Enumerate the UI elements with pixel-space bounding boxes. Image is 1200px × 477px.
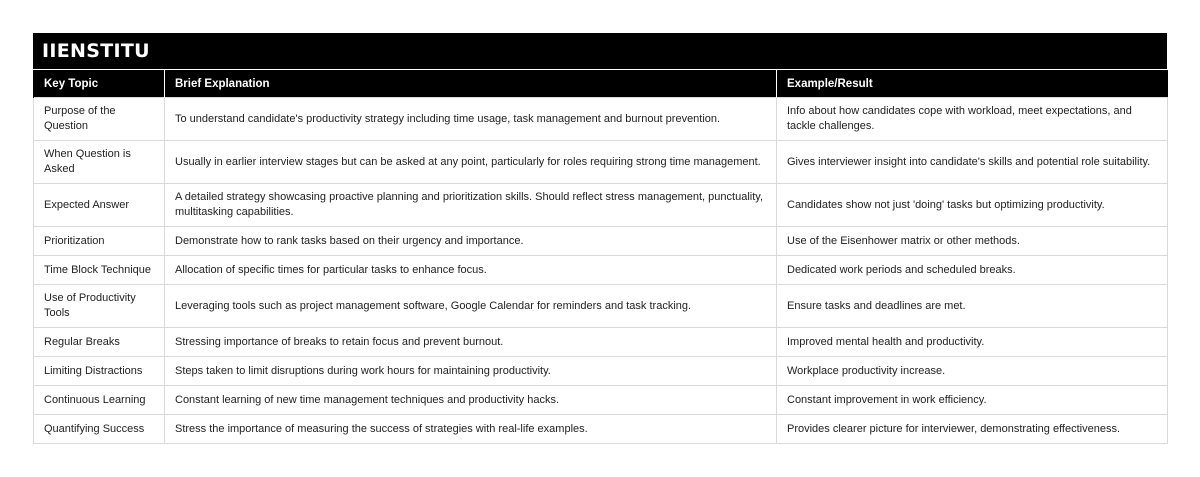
table-row <box>34 98 1168 141</box>
cell-result: Dedicated work periods and scheduled breaks. <box>777 256 1168 285</box>
cell-result: Constant improvement in work efficiency. <box>777 386 1168 415</box>
cell-key-topic: Expected Answer <box>34 184 165 227</box>
table-row <box>34 328 1168 357</box>
cell-explanation: To understand candidate's productivity strategy including time usage, task management and burnout prevention. <box>165 98 777 141</box>
cell-result: Info about how candidates cope with workload, meet expectations, and tackle challenges. <box>777 98 1168 141</box>
cell-explanation: Steps taken to limit disruptions during work hours for maintaining productivity. <box>165 357 777 386</box>
cell-explanation: Demonstrate how to rank tasks based on their urgency and importance. <box>165 227 777 256</box>
cell-explanation: Usually in earlier interview stages but can be asked at any point, particularly for roles requiring strong time management. <box>165 141 777 184</box>
header-key-topic: Key Topic <box>34 70 165 98</box>
cell-result: Workplace productivity increase. <box>777 357 1168 386</box>
brand-title: IIENSTITU <box>33 33 1167 69</box>
cell-result: Improved mental health and productivity. <box>777 328 1168 357</box>
cell-key-topic: Continuous Learning <box>34 386 165 415</box>
cell-result: Ensure tasks and deadlines are met. <box>777 285 1168 328</box>
cell-explanation: Stress the importance of measuring the success of strategies with real-life examples. <box>165 415 777 444</box>
cell-explanation: A detailed strategy showcasing proactive planning and prioritization skills. Should reflect stress management, punctuality, multitasking capabilities. <box>165 184 777 227</box>
table-row <box>34 256 1168 285</box>
header-example-result: Example/Result <box>777 70 1168 98</box>
table-row <box>34 357 1168 386</box>
cell-result: Gives interviewer insight into candidate's skills and potential role suitability. <box>777 141 1168 184</box>
header-brief-explanation: Brief Explanation <box>165 70 777 98</box>
cell-key-topic: Quantifying Success <box>34 415 165 444</box>
cell-explanation: Leveraging tools such as project management software, Google Calendar for reminders and task tracking. <box>165 285 777 328</box>
cell-key-topic: Use of Productivity Tools <box>34 285 165 328</box>
cell-key-topic: Regular Breaks <box>34 328 165 357</box>
table-row <box>34 386 1168 415</box>
cell-result: Provides clearer picture for interviewer, demonstrating effectiveness. <box>777 415 1168 444</box>
table-row <box>34 415 1168 444</box>
cell-explanation: Stressing importance of breaks to retain focus and prevent burnout. <box>165 328 777 357</box>
table-row <box>34 184 1168 227</box>
cell-result: Use of the Eisenhower matrix or other methods. <box>777 227 1168 256</box>
cell-key-topic: Prioritization <box>34 227 165 256</box>
cell-result: Candidates show not just 'doing' tasks but optimizing productivity. <box>777 184 1168 227</box>
cell-explanation: Allocation of specific times for particular tasks to enhance focus. <box>165 256 777 285</box>
content-table-card <box>33 33 1167 444</box>
table-row <box>34 227 1168 256</box>
cell-key-topic: When Question is Asked <box>34 141 165 184</box>
key-topics-table <box>33 69 1168 444</box>
cell-key-topic: Limiting Distractions <box>34 357 165 386</box>
table-row <box>34 285 1168 328</box>
cell-explanation: Constant learning of new time management techniques and productivity hacks. <box>165 386 777 415</box>
table-row <box>34 141 1168 184</box>
cell-key-topic: Purpose of the Question <box>34 98 165 141</box>
table-header-row <box>34 70 1168 98</box>
cell-key-topic: Time Block Technique <box>34 256 165 285</box>
